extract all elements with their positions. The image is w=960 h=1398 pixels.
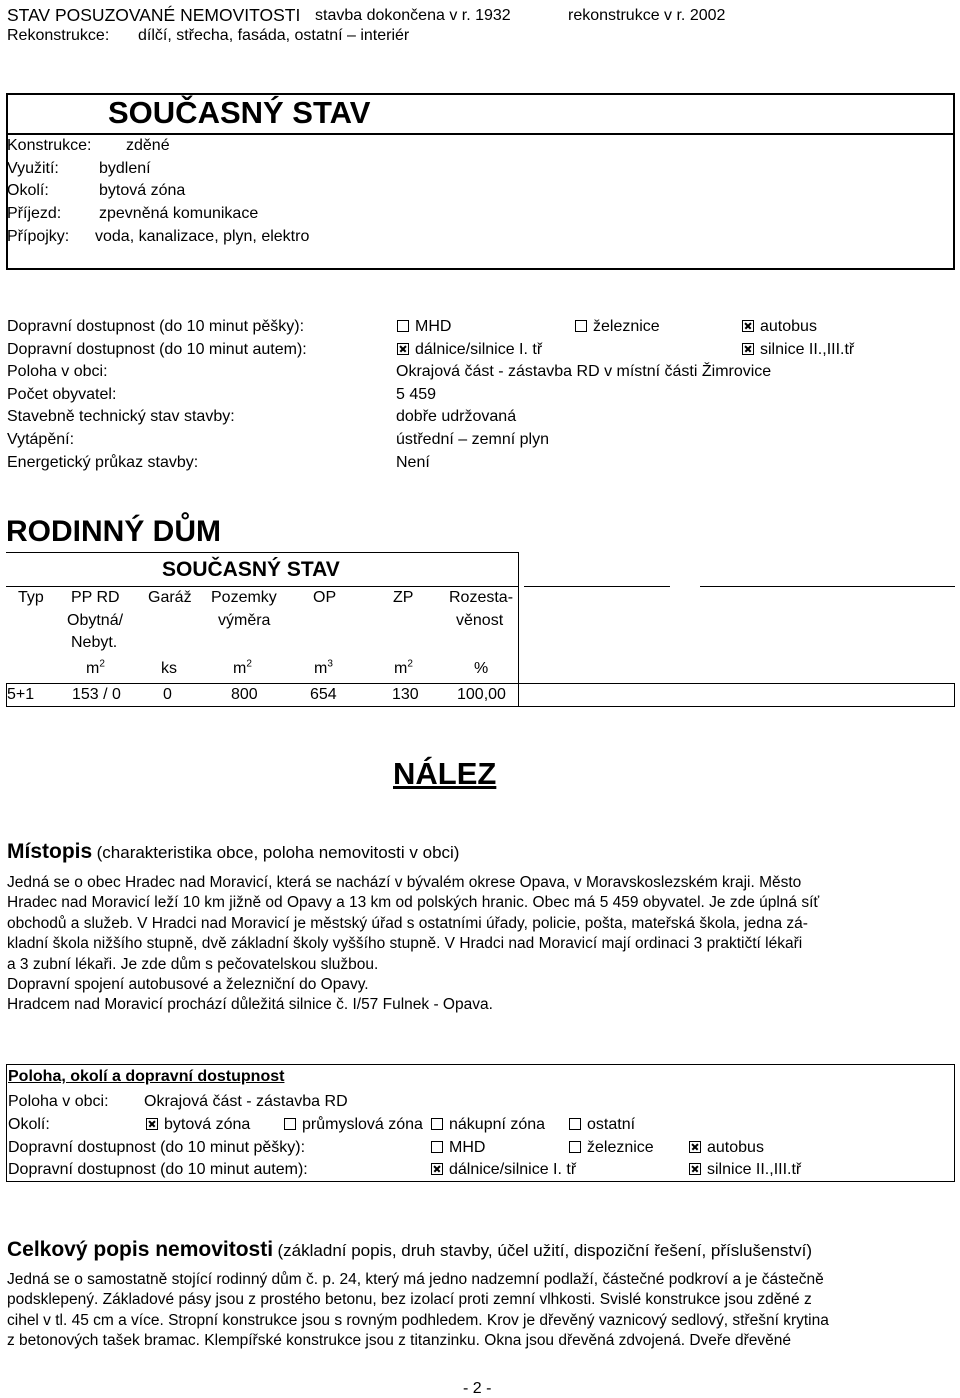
table-row-bottom-line [6,706,955,707]
cell-pp: 153 / 0 [72,686,121,703]
description-line: cihel v tl. 45 cm a více. Stropní konstrukce jsou s rovným podhledem. Krov je dřevěný vaznicový sedlový, střešní krytina [7,1311,829,1329]
loc-car-opt-road-label: silnice II.,III.tř [707,1161,802,1178]
walk-opt-mhd-label: MHD [415,318,452,335]
population-value: 5 459 [396,386,437,403]
location-okoli-label: Okolí: [8,1116,50,1133]
loc-walk-opt-mhd-label: MHD [449,1139,486,1156]
access-road-value: zpevněná komunikace [99,205,259,222]
col-pozemky-1: Pozemky [211,589,277,606]
walk-access-label: Dopravní dostupnost (do 10 minut pěšky): [7,318,305,335]
house-subtitle: SOUČASNÝ STAV [162,558,340,581]
unit-op-text: m [314,660,328,677]
description-text [7,1270,947,1352]
unit-roz-text: % [474,660,489,677]
description-sub: (základní popis, druh stavby, účel užití, dispoziční řešení, příslušenství) [277,1241,813,1260]
cell-op: 654 [310,686,337,703]
unit-pozemky-sup: 2 [246,658,252,670]
mistopis-heading [7,840,459,864]
checkbox-icon [431,1118,443,1130]
cell-zp: 130 [392,686,419,703]
col-zp: ZP [393,589,414,606]
checkbox-icon [431,1141,443,1153]
checked-box-icon [146,1118,158,1130]
population-label: Počet obyvatel: [7,386,117,403]
checkbox-icon [397,320,409,332]
okoli-opt-industrial [284,1116,423,1134]
surroundings-value: bytová zóna [99,182,186,199]
tech-state-value: dobře udržovaná [396,408,517,425]
description-line: podsklepený. Základové pásy jsou z prostého betonu, bez izolací proti zemní vlhkosti. Svislé konstrukce jsou zděné z [7,1291,812,1309]
okoli-opt-shopping-label: nákupní zóna [449,1116,546,1133]
walk-opt-mhd [397,318,451,336]
heating-label: Vytápění: [7,431,75,448]
mistopis-line: Jedná se o obec Hradec nad Moravicí, která se nachází v bývalém okrese Opava, v Moravskoslezském kraji. Město [7,874,802,891]
unit-zp [394,660,413,678]
col-typ: Typ [18,589,44,606]
unit-garaz-text: ks [161,660,177,677]
checked-box-icon [689,1141,701,1153]
location-box-title: Poloha, okolí a dopravní dostupnost [8,1068,285,1085]
mistopis-line: Hradec nad Moravicí leží 10 km jižně od Opavy a 13 km od polských hranic. Obec má 5 459 obyvatel. Je zde úplná síť [7,894,820,912]
cell-typ: 5+1 [7,686,35,703]
location-poloha-label: Poloha v obci: [8,1093,109,1110]
unit-pp-text: m [86,660,100,677]
table-far-right-border [954,683,955,707]
okoli-opt-shopping [431,1116,545,1134]
page-title: STAV POSUZOVANÉ NEMOVITOSTI [7,5,301,25]
description-line: Jedná se o samostatně stojící rodinný dům č. p. 24, který má jedno nadzemní podlaží, částečné podkroví a je částečně [7,1271,824,1288]
checked-box-icon [397,343,409,355]
col-roz-1: Rozesta- [449,589,514,606]
checked-box-icon [431,1163,443,1175]
description-title: Celkový popis nemovitosti [7,1238,274,1261]
mistopis-text [7,873,947,1016]
table-top-right-line [524,586,670,587]
usage-value: bydlení [99,160,151,177]
unit-zp-text: m [394,660,408,677]
unit-garaz [161,660,177,678]
utilities-value: voda, kanalizace, plyn, elektro [95,228,310,245]
tech-state-label: Stavebně technický stav stavby: [7,408,235,425]
loc-walk-opt-bus [689,1139,764,1157]
okoli-opt-other-label: ostatní [587,1116,636,1133]
unit-pp-sup: 2 [99,658,105,670]
utilities-label: Přípojky: [7,228,70,245]
reconstruction-year: rekonstrukce v r. 2002 [568,7,726,24]
okoli-opt-residential [146,1116,250,1134]
car-opt-highway [397,341,542,359]
loc-walk-opt-rail [569,1139,654,1157]
okoli-opt-residential-label: bytová zóna [164,1116,251,1133]
walk-opt-rail [575,318,660,336]
location-walk-label: Dopravní dostupnost (do 10 minut pěšky): [8,1139,306,1156]
loc-walk-opt-bus-label: autobus [707,1139,764,1156]
house-title: RODINNÝ DŮM [6,515,221,548]
checked-box-icon [689,1163,701,1175]
car-opt-road [742,341,854,359]
house-title-underline [6,552,518,553]
location-car-label: Dopravní dostupnost (do 10 minut autem): [8,1161,308,1178]
description-line: z betonových tašek bramac. Klempířské konstrukce jsou z titanzinku. Okna jsou dřevěná zdvojená. Dveře dřevěné [7,1332,792,1350]
loc-walk-opt-mhd [431,1139,485,1157]
access-road-label: Příjezd: [7,205,62,222]
col-op: OP [313,589,337,606]
built-year: stavba dokončena v r. 1932 [315,7,511,24]
car-opt-highway-label: dálnice/silnice I. tř [415,341,543,358]
col-pozemky-2: výměra [218,612,271,629]
location-poloha-value: Okrajová část - zástavba RD [144,1093,348,1110]
walk-opt-bus-label: autobus [760,318,817,335]
location-label: Poloha v obci: [7,363,108,380]
mistopis-title: Místopis [7,840,93,863]
loc-walk-opt-rail-label: železnice [587,1139,654,1156]
energy-value: Není [396,454,430,471]
unit-pp [86,660,105,678]
location-value: Okrajová část - zástavba RD v místní části Žimrovice [396,363,772,380]
reconstruction-label: Rekonstrukce: [7,27,110,44]
usage-label: Využití: [7,160,59,177]
construction-value: zděné [126,137,170,154]
mistopis-sub: (charakteristika obce, poloha nemovitosti v obci) [96,843,460,862]
page-number: - 2 - [463,1380,492,1397]
loc-car-opt-highway-label: dálnice/silnice I. tř [449,1161,577,1178]
checkbox-icon [569,1141,581,1153]
reconstruction-value: dílčí, střecha, fasáda, ostatní – interiér [138,27,410,44]
finding-title: NÁLEZ [393,756,497,791]
cell-garaz: 0 [163,686,172,703]
mistopis-line: a 3 zubní lékaři. Je zde dům s pečovatelskou službou. [7,955,379,973]
energy-label: Energetický průkaz stavby: [7,454,199,471]
car-access-label: Dopravní dostupnost (do 10 minut autem): [7,341,307,358]
okoli-opt-industrial-label: průmyslová zóna [302,1116,423,1133]
mistopis-line: Hradcem nad Moravicí prochází důležitá silnice č. I/57 Fulnek - Opava. [7,996,493,1014]
checked-box-icon [742,343,754,355]
okoli-opt-other [569,1116,635,1134]
description-heading [7,1238,812,1262]
unit-roz [474,660,488,678]
checked-box-icon [742,320,754,332]
cell-pozemky: 800 [231,686,258,703]
walk-opt-rail-label: železnice [593,318,660,335]
unit-op [314,660,333,678]
unit-pozemky [233,660,252,678]
table-top-right-line2 [700,586,955,587]
unit-op-sup: 3 [327,658,333,670]
mistopis-line: Dopravní spojení autobusové a železniční do Opavy. [7,976,369,994]
col-pp-2: Obytná/ [67,612,124,629]
mistopis-line: kladní škola nižšího stupně, dvě základní školy vyššího stupně. V Hradci nad Moravicí mají ordinaci 3 praktičtí lékaři [7,935,803,953]
checkbox-icon [575,320,587,332]
col-roz-2: věnost [456,612,504,629]
current-state-divider [8,133,953,135]
unit-zp-sup: 2 [407,658,413,670]
heating-value: ústřední – zemní plyn [396,431,549,448]
car-opt-road-label: silnice II.,III.tř [760,341,855,358]
loc-car-opt-road [689,1161,801,1179]
mistopis-line: obchodů a služeb. V Hradci nad Moravicí je městský úřad s ostatními úřady, policie, pošta, mateřská škola, jedna zá- [7,914,808,932]
construction-label: Konstrukce: [7,137,92,154]
table-header-line [6,586,518,587]
checkbox-icon [569,1118,581,1130]
table-row-top-line [6,683,955,684]
walk-opt-bus [742,318,817,336]
checkbox-icon [284,1118,296,1130]
cell-roz: 100,00 [457,686,506,703]
surroundings-label: Okolí: [7,182,49,199]
unit-pozemky-text: m [233,660,247,677]
current-state-title: SOUČASNÝ STAV [108,95,371,130]
col-garaz: Garáž [148,589,192,606]
col-pp-3: Nebyt. [71,634,118,651]
loc-car-opt-highway [431,1161,576,1179]
col-pp-1: PP RD [71,589,120,606]
